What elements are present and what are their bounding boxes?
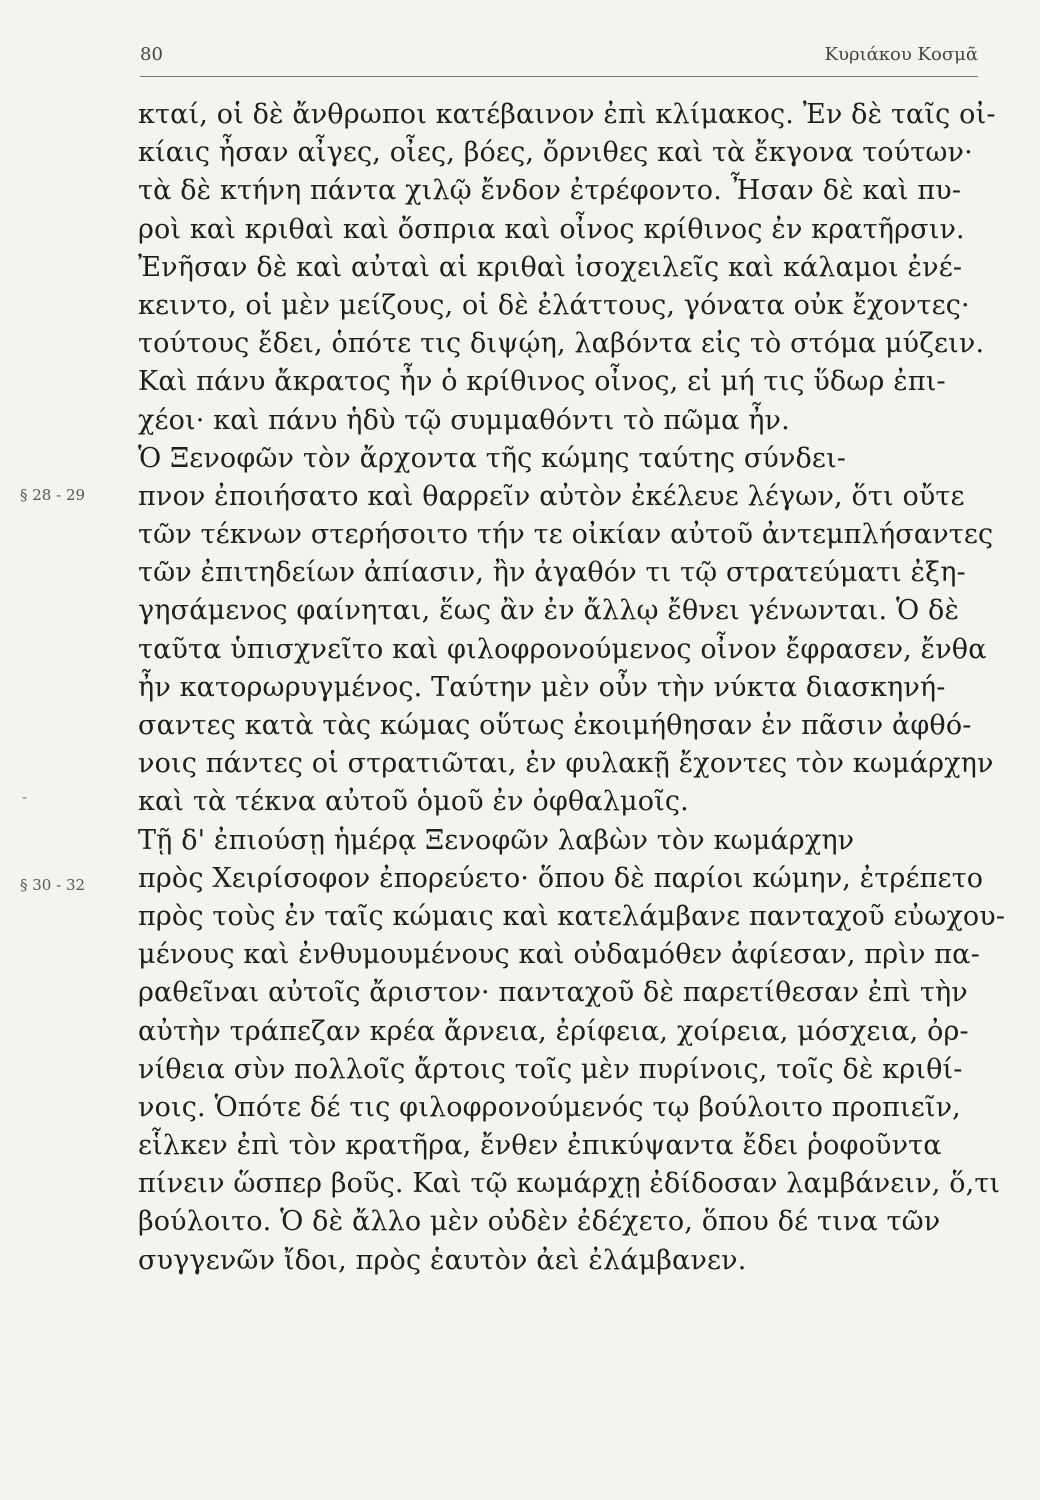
text-line: βούλοιτο. Ὁ δὲ ἄλλο μὲν οὐδὲν ἐδέχετο, ὅπου δέ τινα τῶν — [138, 1206, 941, 1238]
text-line: ἦν κατορωρυγμένος. Ταύτην μὲν οὖν τὴν νύκτα διασκηνή- — [138, 671, 946, 703]
margin-note-section-30-32: § 30 - 32 — [20, 876, 86, 894]
text-line: γησάμενος φαίνηται, ἕως ἂν ἐν ἄλλῳ ἔθνει γένωνται. Ὁ δὲ — [138, 595, 960, 627]
text-line: τὰ δὲ κτήνη πάντα χιλῷ ἔνδον ἐτρέφοντο. Ἦσαν δὲ καὶ πυ- — [138, 175, 962, 207]
text-line: κειντο, οἱ μὲν μείζους, οἱ δὲ ἐλάττους, γόνατα οὐκ ἔχοντες· — [138, 289, 970, 321]
text-line: ταῦτα ὑπισχνεῖτο καὶ φιλοφρονούμενος οἶνον ἔφρασεν, ἔνθα — [138, 633, 987, 665]
margin-dash: - — [22, 788, 28, 806]
page-number: 80 — [140, 44, 163, 65]
text-line: μένους καὶ ἐνθυμουμένους καὶ οὐδαμόθεν ἀφίεσαν, πρὶν πα- — [138, 939, 980, 971]
text-line: πρὸς τοὺς ἐν ταῖς κώμαις καὶ κατελάμβανε πανταχοῦ εὐωχου- — [138, 900, 1006, 932]
text-line: πρὸς Χειρίσοφον ἐπορεύετο· ὅπου δὲ παρίοι κώμην, ἐτρέπετο — [138, 862, 984, 894]
text-line: σαντες κατὰ τὰς κώμας οὕτως ἐκοιμήθησαν ἐν πᾶσιν ἀφθό- — [138, 710, 972, 741]
text-line: ροὶ καὶ κριθαὶ καὶ ὄσπρια καὶ οἶνος κρίθινος ἐν κρατῆρσιν. — [138, 213, 965, 245]
text-line: κταί, οἱ δὲ ἄνθρωποι κατέβαινον ἐπὶ κλίμακος. Ἐν δὲ ταῖς οἰ- — [138, 99, 996, 130]
text-line: τούτους ἔδει, ὁπότε τις διψῴη, λαβόντα εἰς τὸ στόμα μύζειν. — [138, 328, 985, 360]
text-line: νοις πάντες οἱ στρατιῶται, ἐν φυλακῇ ἔχοντες τὸν κωμάρχην — [138, 748, 994, 780]
text-line: Ὁ Ξενοφῶν τὸν ἄρχοντα τῆς κώμης ταύτης σύνδει- — [138, 442, 847, 474]
text-line: πνον ἐποιήσατο καὶ θαρρεῖν αὐτὸν ἐκέλευε λέγων, ὅτι οὔτε — [138, 480, 965, 512]
body-text — [138, 96, 1006, 1280]
text-line: ραθεῖναι αὐτοῖς ἄριστον· πανταχοῦ δὲ παρετίθεσαν ἐπὶ τὴν — [138, 977, 968, 1009]
text-line: Καὶ πάνυ ἄκρατος ἦν ὁ κρίθινος οἶνος, εἰ μή τις ὕδωρ ἐπι- — [138, 366, 946, 398]
text-line: καὶ τὰ τέκνα αὐτοῦ ὁμοῦ ἐν ὀφθαλμοῖς. — [138, 786, 689, 818]
page-header — [140, 40, 978, 74]
header-rule — [140, 76, 978, 77]
text-line: χέοι· καὶ πάνυ ἡδὺ τῷ συμμαθόντι τὸ πῶμα ἦν. — [138, 404, 790, 436]
text-line: πίνειν ὥσπερ βοῦς. Καὶ τῷ κωμάρχῃ ἐδίδοσαν λαμβάνειν, ὅ,τι — [138, 1168, 1001, 1200]
text-line: Ἐνῆσαν δὲ καὶ αὐταὶ αἱ κριθαὶ ἰσοχειλεῖς καὶ κάλαμοι ἐνέ- — [138, 251, 963, 283]
text-line: συγγενῶν ἴδοι, πρὸς ἑαυτὸν ἀεὶ ἐλάμβανεν. — [138, 1244, 747, 1276]
text-line: νίθεια σὺν πολλοῖς ἄρτοις τοῖς μὲν πυρίνοις, τοῖς δὲ κριθί- — [138, 1053, 963, 1085]
text-line: κίαις ἦσαν αἶγες, οἶες, βόες, ὄρνιθες καὶ τὰ ἔκγονα τούτων· — [138, 137, 973, 169]
text-line: εἷλκεν ἐπὶ τὸν κρατῆρα, ἔνθεν ἐπικύψαντα ἔδει ῥοφοῦντα — [138, 1130, 942, 1162]
text-line: αὐτὴν τράπεζαν κρέα ἄρνεια, ἐρίφεια, χοίρεια, μόσχεια, ὀρ- — [138, 1015, 969, 1047]
text-line: νοις. Ὁπότε δέ τις φιλοφρονούμενός τῳ βούλοιτο προπιεῖν, — [138, 1091, 961, 1123]
text-line: Τῇ δ' ἐπιούσῃ ἡμέρᾳ Ξενοφῶν λαβὼν τὸν κωμάρχην — [138, 824, 855, 856]
text-line: τῶν τέκνων στερήσοιτο τήν τε οἰκίαν αὐτοῦ ἀντεμπλήσαντες — [138, 519, 994, 551]
running-head: Κυριάκου Κοσμᾶ — [824, 44, 978, 65]
margin-note-section-28-29: § 28 - 29 — [20, 486, 86, 504]
text-line: τῶν ἐπιτηδείων ἀπίασιν, ἢν ἀγαθόν τι τῷ στρατεύματι ἐξη- — [138, 557, 966, 589]
